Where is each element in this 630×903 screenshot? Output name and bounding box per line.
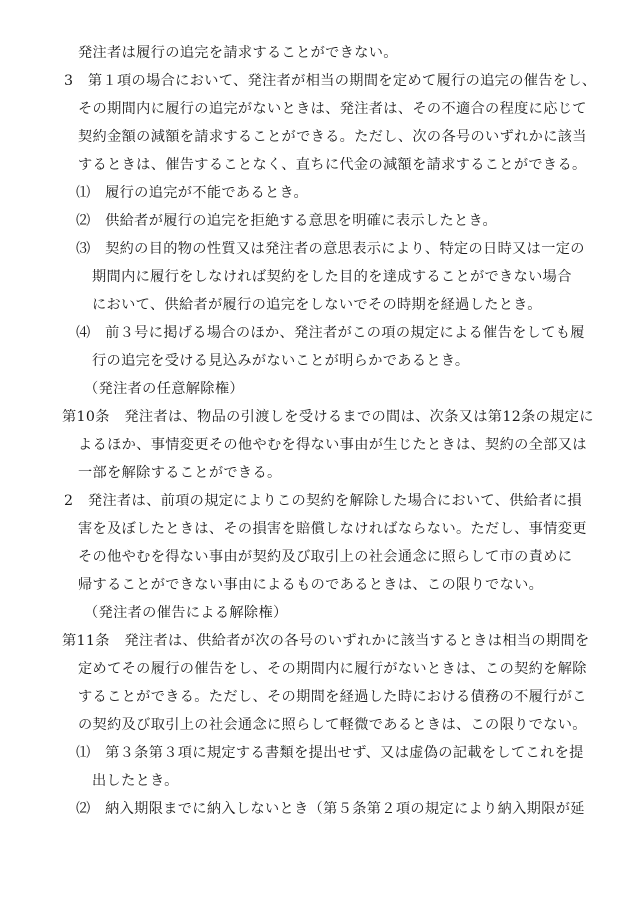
document-line: 契約金額の減額を請求することができる。ただし、次の各号のいずれかに該当 [78, 129, 587, 145]
document-line: 第11条 発注者は、供給者が次の各号のいずれかに該当するときは相当の期間を [62, 633, 590, 649]
document-line: 発注者は履行の追完を請求することができない。 [78, 45, 398, 61]
document-line: 期間内に履行をしなければ契約をした目的を達成することができない場合 [92, 269, 572, 285]
document-line: 帰することができない事由によるものであるときは、この限りでない。 [78, 577, 544, 593]
document-line: 行の追完を受ける見込みがないことが明らかであるとき。 [92, 353, 470, 369]
document-line: するときは、催告することなく、直ちに代金の減額を請求することができる。 [78, 157, 587, 173]
document-line: （発注者の任意解除権） [84, 381, 244, 397]
document-line: ⑵ 納入期限までに納入しないとき（第５条第２項の規定により納入期限が延 [76, 801, 585, 817]
document-line: 3 第１項の場合において、発注者が相当の期間を定めて履行の追完の催告をし、 [64, 73, 597, 89]
document-line: その他やむを得ない事由が契約及び取引上の社会通念に照らして市の責めに [78, 549, 573, 565]
document-line: 出したとき。 [92, 773, 179, 789]
document-line: 害を及ぼしたときは、その損害を賠償しなければならない。ただし、事情変更 [78, 521, 587, 537]
document-line: ⑴ 第３条第３項に規定する書類を提出せず、又は虚偽の記載をしてこれを提 [76, 745, 584, 761]
document-line: その期間内に履行の追完がないときは、発注者は、その不適合の程度に応じて [78, 101, 587, 117]
document-line: 2 発注者は、前項の規定によりこの契約を解除した場合において、供給者に損 [64, 493, 582, 509]
document-line: することができる。ただし、その期間を経過した時における債務の不履行がこ [78, 689, 587, 705]
document-line: ⑵ 供給者が履行の追完を拒絶する意思を明確に表示したとき。 [76, 213, 498, 229]
document-line: 第10条 発注者は、物品の引渡しを受けるまでの間は、次条又は第12条の規定に [62, 409, 594, 425]
document-line: 定めてその履行の催告をし、その期間内に履行がないときは、この契約を解除 [78, 661, 587, 677]
document-line: ⑴ 履行の追完が不能であるとき。 [76, 185, 309, 201]
document-line: において、供給者が履行の追完をしないでその時期を経過したとき。 [92, 297, 542, 313]
document-line: （発注者の催告による解除権） [84, 605, 288, 621]
document-line: ⑶ 契約の目的物の性質又は発注者の意思表示により、特定の日時又は一定の [76, 241, 585, 257]
document-line: の契約及び取引上の社会通念に照らして軽微であるときは、この限りでない。 [78, 717, 587, 733]
document-line: よるほか、事情変更その他やむを得ない事由が生じたときは、契約の全部又は [78, 437, 587, 453]
document-line: 一部を解除することができる。 [78, 465, 282, 481]
document-line: ⑷ 前３号に掲げる場合のほか、発注者がこの項の規定による催告をしても履 [76, 325, 585, 341]
